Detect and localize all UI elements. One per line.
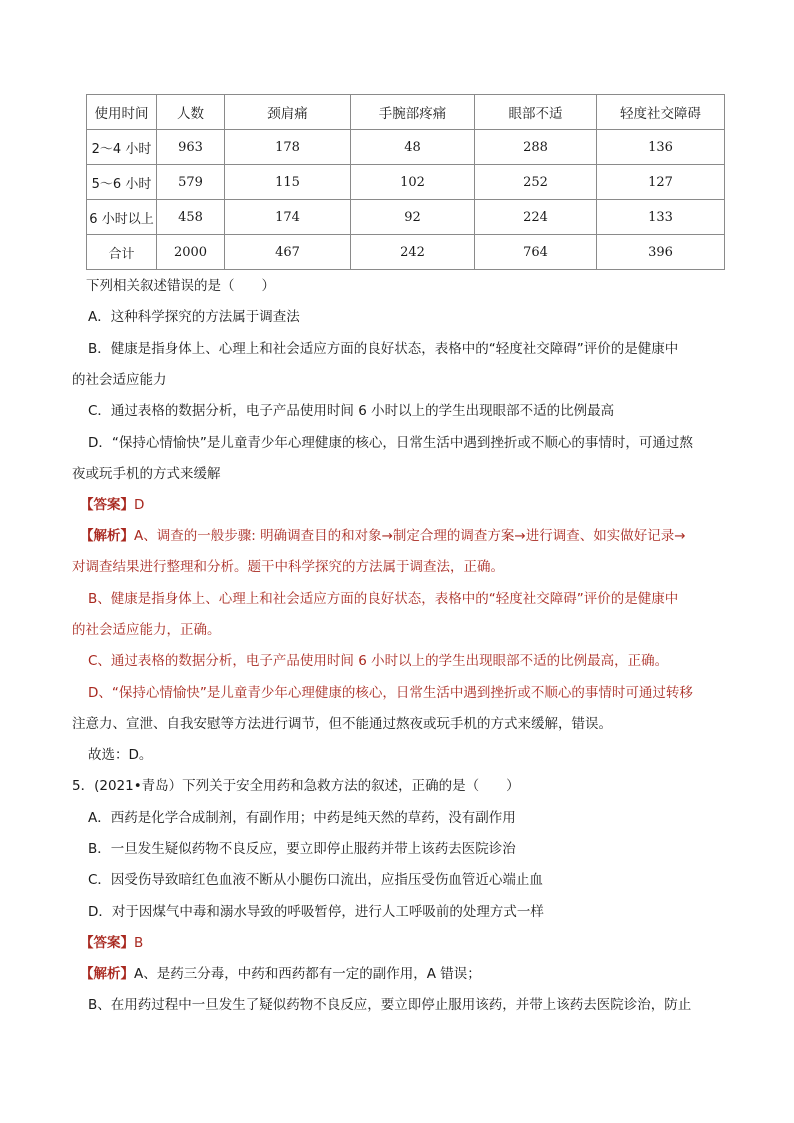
q4-stem: 下列相关叙述错误的是（ ） xyxy=(86,278,275,294)
table-row xyxy=(87,165,725,200)
q4-analysis-b-line2: 的社会适应能力，正确。 xyxy=(72,622,221,638)
table-cell: 合计 xyxy=(87,235,157,270)
q4-option-b-line1: B．健康是指身体上、心理上和社会适应方面的良好状态，表格中的“轻度社交障碍”评价的是健康中 xyxy=(88,341,679,357)
table-cell: 458 xyxy=(157,200,225,235)
table-cell: 133 xyxy=(597,200,725,235)
table-cell: 252 xyxy=(475,165,597,200)
table-header-cell: 颈肩痛 xyxy=(225,95,351,130)
table-header-cell: 眼部不适 xyxy=(475,95,597,130)
q4-answer xyxy=(80,495,144,515)
answer-value: D xyxy=(134,497,145,513)
q5-analysis-a xyxy=(80,964,481,984)
table-header-cell: 轻度社交障碍 xyxy=(597,95,725,130)
q5-option-b: B．一旦发生疑似药物不良反应，要立即停止服药并带上该药去医院诊治 xyxy=(88,841,516,857)
table-cell: 102 xyxy=(351,165,475,200)
table-cell: 963 xyxy=(157,130,225,165)
q4-analysis-c: C、通过表格的数据分析，电子产品使用时间 6 小时以上的学生出现眼部不适的比例最高，正确。 xyxy=(88,653,669,669)
table-cell: 224 xyxy=(475,200,597,235)
table-cell: 242 xyxy=(351,235,475,270)
answer-value: B xyxy=(134,935,144,951)
table-cell: 6 小时以上 xyxy=(87,200,157,235)
table-cell: 579 xyxy=(157,165,225,200)
table-header-row xyxy=(87,95,725,130)
q4-analysis-d-line2: 注意力、宣泄、自我安慰等方法进行调节，但不能通过熬夜或玩手机的方式来缓解，错误。 xyxy=(72,716,612,732)
table-cell: 2000 xyxy=(157,235,225,270)
table-cell: 136 xyxy=(597,130,725,165)
answer-label: 【答案】 xyxy=(80,935,134,951)
table-cell: 174 xyxy=(225,200,351,235)
table-row-total xyxy=(87,235,725,270)
table-header-cell: 使用时间 xyxy=(87,95,157,130)
analysis-label: 【解析】 xyxy=(80,528,134,544)
q4-analysis-d-line1: D、“保持心情愉快”是儿童青少年心理健康的核心，日常生活中遇到挫折或不顺心的事情时可通过转移 xyxy=(88,685,693,701)
table-cell: 127 xyxy=(597,165,725,200)
table-cell: 115 xyxy=(225,165,351,200)
table-row xyxy=(87,130,725,165)
analysis-label: 【解析】 xyxy=(80,966,134,982)
q4-option-d-line2: 夜或玩手机的方式来缓解 xyxy=(72,466,221,482)
q4-option-b-line2: 的社会适应能力 xyxy=(72,372,167,388)
table-row xyxy=(87,200,725,235)
q5-option-a: A．西药是化学合成制剂，有副作用；中药是纯天然的草药，没有副作用 xyxy=(88,810,516,826)
q4-analysis-b-line1: B、健康是指身体上、心理上和社会适应方面的良好状态，表格中的“轻度社交障碍”评价的是健康中 xyxy=(88,591,679,607)
q5-stem: 5．(2021•青岛）下列关于安全用药和急救方法的叙述，正确的是（ ） xyxy=(72,778,520,794)
table-cell: 396 xyxy=(597,235,725,270)
table-cell: 764 xyxy=(475,235,597,270)
table-cell: 2～4 小时 xyxy=(87,130,157,165)
analysis-text: A、调查的一般步骤: 明确调查目的和对象→制定合理的调查方案→进行调查、如实做好记录→ xyxy=(134,528,686,544)
table-header-cell: 人数 xyxy=(157,95,225,130)
q5-answer xyxy=(80,933,143,953)
q5-analysis-b-line1: B、在用药过程中一旦发生了疑似药物不良反应，要立即停止服用该药，并带上该药去医院诊治，防止 xyxy=(88,997,692,1013)
table-cell: 5～6 小时 xyxy=(87,165,157,200)
q4-analysis-a-line1 xyxy=(80,526,686,546)
answer-label: 【答案】 xyxy=(80,497,134,513)
table-header-cell: 手腕部疼痛 xyxy=(351,95,475,130)
q5-option-d: D．对于因煤气中毒和溺水导致的呼吸暂停，进行人工呼吸前的处理方式一样 xyxy=(88,904,544,920)
table-cell: 178 xyxy=(225,130,351,165)
q4-analysis-a-line2: 对调查结果进行整理和分析。题干中科学探究的方法属于调查法，正确。 xyxy=(72,559,504,575)
table-cell: 467 xyxy=(225,235,351,270)
analysis-text: A、是药三分毒，中药和西药都有一定的副作用，A 错误； xyxy=(134,966,481,982)
q4-option-d-line1: D．“保持心情愉快”是儿童青少年心理健康的核心，日常生活中遇到挫折或不顺心的事情时，可通过熬 xyxy=(88,435,693,451)
q5-option-c: C．因受伤导致暗红色血液不断从小腿伤口流出，应指压受伤血管近心端止血 xyxy=(88,872,543,888)
table-cell: 288 xyxy=(475,130,597,165)
table-cell: 92 xyxy=(351,200,475,235)
q4-conclusion: 故选：D。 xyxy=(88,747,153,763)
q4-option-c: C．通过表格的数据分析，电子产品使用时间 6 小时以上的学生出现眼部不适的比例最高 xyxy=(88,403,615,419)
survey-table xyxy=(86,94,725,270)
q4-option-a: A．这种科学探究的方法属于调查法 xyxy=(88,309,300,325)
table-cell: 48 xyxy=(351,130,475,165)
